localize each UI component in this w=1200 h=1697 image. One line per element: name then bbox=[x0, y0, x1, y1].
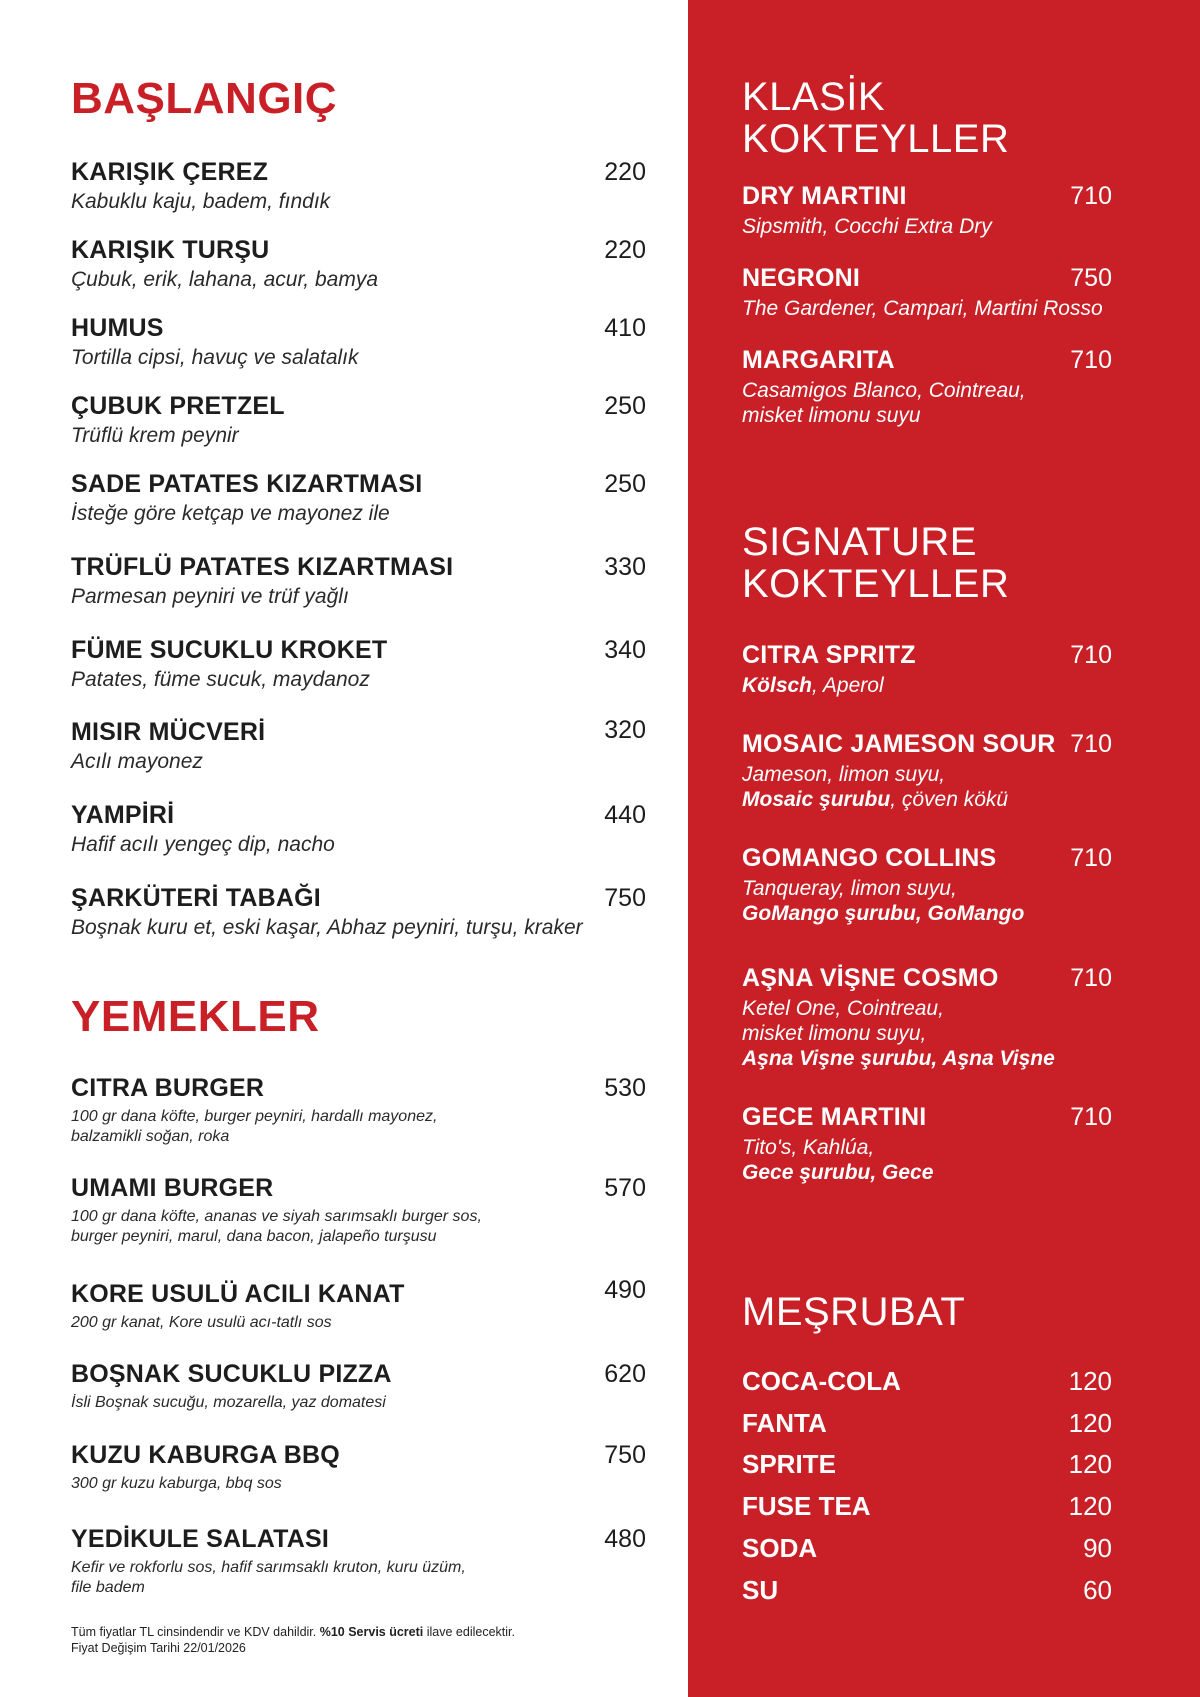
item-price: 710 bbox=[1070, 964, 1112, 992]
item-name: CITRA SPRITZ bbox=[742, 641, 916, 669]
drink-price: 120 bbox=[1068, 1491, 1112, 1521]
drink-name: FUSE TEA bbox=[742, 1491, 871, 1521]
drink-row bbox=[742, 1366, 1112, 1397]
cocktail-item bbox=[742, 182, 992, 239]
footnote-line-2: Fiyat Değişim Tarihi 22/01/2026 bbox=[71, 1641, 246, 1655]
cocktail-item bbox=[742, 641, 916, 698]
item-desc: Kefir ve rokforlu sos, hafif sarımsaklı kruton, kuru üzüm, file badem bbox=[71, 1559, 466, 1596]
menu-item bbox=[71, 1441, 340, 1494]
item-desc: Sipsmith, Cocchi Extra Dry bbox=[742, 215, 992, 238]
drink-price: 60 bbox=[1083, 1575, 1112, 1605]
section-title-klasik: KLASİK KOKTEYLLER bbox=[742, 75, 1010, 161]
item-name: MISIR MÜCVERİ bbox=[71, 718, 266, 746]
item-price: 220 bbox=[604, 236, 646, 264]
item-name: KARIŞIK ÇEREZ bbox=[71, 158, 269, 186]
item-price: 750 bbox=[604, 884, 646, 912]
section-title-mesrubat: MEŞRUBAT bbox=[742, 1290, 966, 1334]
menu-item bbox=[71, 1280, 405, 1333]
item-desc: Patates, füme sucuk, maydanoz bbox=[71, 668, 370, 691]
item-desc: Tito's, Kahlúa, Gece şurubu, Gece bbox=[742, 1136, 934, 1184]
item-name: MARGARITA bbox=[742, 346, 895, 374]
menu-item bbox=[71, 1174, 482, 1247]
cocktail-item bbox=[742, 730, 1056, 812]
drink-price: 90 bbox=[1083, 1533, 1112, 1563]
menu-item bbox=[71, 158, 330, 214]
item-price: 340 bbox=[604, 636, 646, 664]
item-price: 220 bbox=[604, 158, 646, 186]
item-name: FÜME SUCUKLU KROKET bbox=[71, 636, 388, 664]
item-desc: 100 gr dana köfte, ananas ve siyah sarımsaklı burger sos, burger peyniri, marul, dana bacon, jalapeño turşusu bbox=[71, 1208, 482, 1245]
menu-item bbox=[71, 553, 453, 609]
item-price: 710 bbox=[1070, 346, 1112, 374]
item-name: GECE MARTINI bbox=[742, 1103, 927, 1131]
item-desc: Parmesan peyniri ve trüf yağlı bbox=[71, 585, 349, 608]
menu-item bbox=[71, 884, 583, 940]
menu-item bbox=[71, 392, 285, 448]
drink-price: 120 bbox=[1068, 1408, 1112, 1438]
item-desc: Tanqueray, limon suyu, GoMango şurubu, GoMango bbox=[742, 877, 1025, 925]
item-desc: Ketel One, Cointreau, misket limonu suyu, Aşna Vişne şurubu, Aşna Vişne bbox=[742, 997, 1055, 1070]
menu-item bbox=[71, 801, 335, 857]
item-desc: Hafif acılı yengeç dip, nacho bbox=[71, 833, 335, 856]
item-price: 710 bbox=[1070, 1103, 1112, 1131]
item-price: 330 bbox=[604, 553, 646, 581]
item-name: TRÜFLÜ PATATES KIZARTMASI bbox=[71, 553, 454, 581]
cocktail-item bbox=[742, 964, 1055, 1071]
item-name: BOŞNAK SUCUKLU PIZZA bbox=[71, 1360, 392, 1388]
item-price: 410 bbox=[604, 314, 646, 342]
item-desc: Trüflü krem peynir bbox=[71, 424, 239, 447]
item-price: 530 bbox=[604, 1074, 646, 1102]
item-price: 440 bbox=[604, 801, 646, 829]
item-name: YAMPİRİ bbox=[71, 801, 175, 829]
item-desc: İsli Boşnak sucuğu, mozarella, yaz domatesi bbox=[71, 1394, 386, 1411]
drink-price: 120 bbox=[1068, 1449, 1112, 1479]
section-title-signature: SIGNATURE KOKTEYLLER bbox=[742, 520, 1010, 606]
item-price: 250 bbox=[604, 470, 646, 498]
item-name: MOSAIC JAMESON SOUR bbox=[742, 730, 1056, 758]
item-name: KUZU KABURGA BBQ bbox=[71, 1441, 340, 1469]
item-price: 710 bbox=[1070, 730, 1112, 758]
menu-item bbox=[71, 314, 359, 370]
item-price: 750 bbox=[1070, 264, 1112, 292]
menu-item bbox=[71, 1074, 437, 1147]
item-desc: The Gardener, Campari, Martini Rosso bbox=[742, 297, 1103, 320]
item-name: ÇUBUK PRETZEL bbox=[71, 392, 285, 420]
cocktail-item bbox=[742, 346, 1026, 428]
drink-row bbox=[742, 1408, 1112, 1439]
item-name: UMAMI BURGER bbox=[71, 1174, 274, 1202]
item-desc: 300 gr kuzu kaburga, bbq sos bbox=[71, 1475, 282, 1492]
item-price: 250 bbox=[604, 392, 646, 420]
section-title-baslangic: BAŞLANGIÇ bbox=[71, 74, 338, 123]
item-desc: 100 gr dana köfte, burger peyniri, hardallı mayonez, balzamikli soğan, roka bbox=[71, 1108, 438, 1145]
item-name: HUMUS bbox=[71, 314, 164, 342]
item-price: 570 bbox=[604, 1174, 646, 1202]
menu-item bbox=[71, 636, 387, 692]
footnote-line-1: Tüm fiyatlar TL cinsindendir ve KDV dahildir. %10 Servis ücreti ilave edilecektir. bbox=[71, 1625, 515, 1639]
section-title-yemekler: YEMEKLER bbox=[71, 992, 320, 1041]
item-price: 490 bbox=[604, 1276, 646, 1304]
drink-name: COCA-COLA bbox=[742, 1366, 901, 1396]
item-price: 710 bbox=[1070, 844, 1112, 872]
item-desc: Çubuk, erik, lahana, acur, bamya bbox=[71, 268, 379, 291]
item-price: 710 bbox=[1070, 641, 1112, 669]
item-desc: Tortilla cipsi, havuç ve salatalık bbox=[71, 346, 359, 369]
drink-row bbox=[742, 1575, 1112, 1606]
item-name: GOMANGO COLLINS bbox=[742, 844, 997, 872]
drink-name: SU bbox=[742, 1575, 779, 1605]
item-name: YEDİKULE SALATASI bbox=[71, 1525, 330, 1553]
item-desc: Acılı mayonez bbox=[71, 750, 203, 773]
item-desc: Casamigos Blanco, Cointreau, misket limonu suyu bbox=[742, 379, 1026, 427]
menu-item bbox=[71, 470, 422, 526]
drink-name: SPRITE bbox=[742, 1449, 836, 1479]
item-name: SADE PATATES KIZARTMASI bbox=[71, 470, 423, 498]
item-desc: Kölsch, Aperol bbox=[742, 674, 884, 697]
drink-name: SODA bbox=[742, 1533, 818, 1563]
menu-item bbox=[71, 1525, 466, 1598]
item-name: NEGRONI bbox=[742, 264, 861, 292]
drink-row bbox=[742, 1449, 1112, 1480]
price-footnote bbox=[71, 1624, 515, 1656]
item-desc: 200 gr kanat, Kore usulü acı-tatlı sos bbox=[71, 1314, 332, 1331]
menu-item bbox=[71, 236, 378, 292]
cocktail-item bbox=[742, 1103, 933, 1185]
item-desc: İsteğe göre ketçap ve mayonez ile bbox=[71, 502, 390, 525]
item-price: 750 bbox=[604, 1441, 646, 1469]
drink-name: FANTA bbox=[742, 1408, 827, 1438]
item-price: 480 bbox=[604, 1525, 646, 1553]
item-price: 320 bbox=[604, 716, 646, 744]
item-name: AŞNA VİŞNE COSMO bbox=[742, 964, 999, 992]
drink-row bbox=[742, 1491, 1112, 1522]
item-name: KORE USULÜ ACILI KANAT bbox=[71, 1280, 405, 1308]
item-price: 710 bbox=[1070, 182, 1112, 210]
menu-item bbox=[71, 1360, 392, 1413]
cocktail-item bbox=[742, 844, 1024, 926]
item-name: ŞARKÜTERİ TABAĞI bbox=[71, 884, 321, 912]
item-price: 620 bbox=[604, 1360, 646, 1388]
item-name: CITRA BURGER bbox=[71, 1074, 265, 1102]
drink-price: 120 bbox=[1068, 1366, 1112, 1396]
item-desc: Boşnak kuru et, eski kaşar, Abhaz peyniri, turşu, kraker bbox=[71, 916, 583, 939]
item-name: KARIŞIK TURŞU bbox=[71, 236, 270, 264]
menu-item bbox=[71, 718, 265, 774]
item-desc: Kabuklu kaju, badem, fındık bbox=[71, 190, 331, 213]
drink-row bbox=[742, 1533, 1112, 1564]
item-name: DRY MARTINI bbox=[742, 182, 907, 210]
item-desc: Jameson, limon suyu, Mosaic şurubu, çöven kökü bbox=[742, 763, 1009, 811]
